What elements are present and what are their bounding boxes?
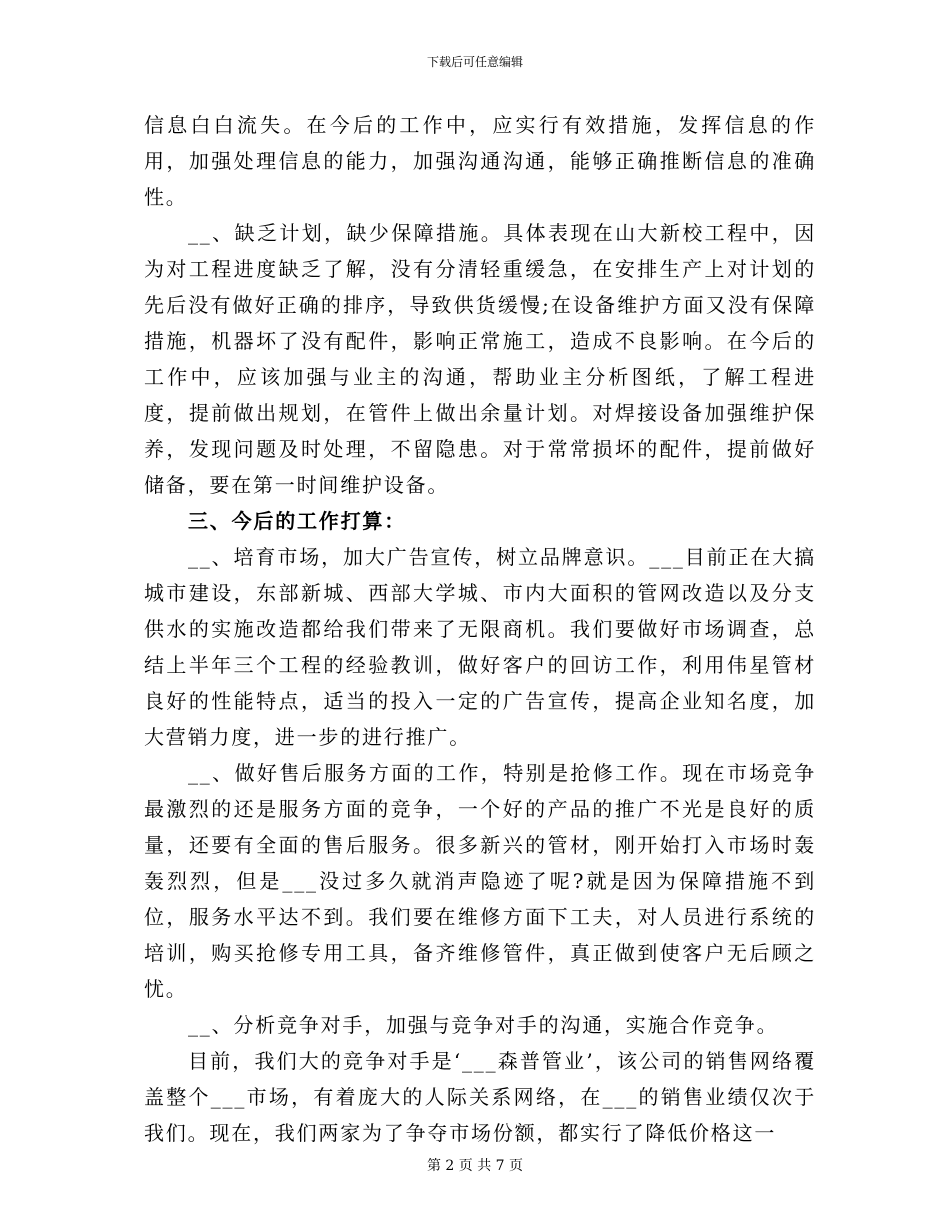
page-footer: 第 2 页 共 7 页 <box>426 1158 524 1174</box>
paragraph-1: 信息白白流失。在今后的工作中，应实行有效措施，发挥信息的作用，加强处理信息的能力，加强沟通沟通，能够正确推断信息的准确性。 <box>144 113 816 209</box>
paragraph-6: 目前，我们大的竞争对手是‘___森普管业’，该公司的销售网络覆盖整个___市场，有着庞大的人际关系网络，在___的销售业绩仅次于我们。现在，我们两家为了争夺市场份额，都实行了降低价格这一 <box>144 1049 816 1145</box>
paragraph-3: __、培育市场，加大广告宣传，树立品牌意识。___目前正在大搞城市建设，东部新城、西部大学城、市内大面积的管网改造以及分支供水的实施改造都给我们带来了无限商机。我们要做好市场调查，总结上半年三个工程的经验教训，做好客户的回访工作，利用伟星管材良好的性能特点，适当的投入一定的广告宣传，提高企业知名度，加大营销力度，进一步的进行推广。 <box>144 545 816 749</box>
paragraph-4: __、做好售后服务方面的工作，特别是抢修工作。现在市场竞争最激烈的还是服务方面的竞争，一个好的产品的推广不光是良好的质量，还要有全面的售后服务。很多新兴的管材，刚开始打入市场时轰轰烈烈，但是___没过多久就消声隐迹了呢?就是因为保障措施不到位，服务水平达不到。我们要在维修方面下工夫，对人员进行系统的培训，购买抢修专用工具，备齐维修管件，真正做到使客户无后顾之忧。 <box>144 761 816 1001</box>
page-header: 下载后可任意编辑 <box>426 55 523 69</box>
paragraph-2: __、缺乏计划，缺少保障措施。具体表现在山大新校工程中，因为对工程进度缺乏了解，没有分清轻重缓急，在安排生产上对计划的先后没有做好正确的排序，导致供货缓慢;在设备维护方面又没有保障措施，机器坏了没有配件，影响正常施工，造成不良影响。在今后的工作中，应该加强与业主的沟通，帮助业主分析图纸，了解工程进度，提前做出规划，在管件上做出余量计划。对焊接设备加强维护保养，发现问题及时处理，不留隐患。对于常常损坏的配件，提前做好储备，要在第一时间维护设备。 <box>144 221 816 497</box>
document-body <box>144 107 816 1151</box>
paragraph-5: __、分析竞争对手，加强与竞争对手的沟通，实施合作竞争。 <box>188 1013 779 1037</box>
section-heading: 三、今后的工作打算： <box>188 509 406 533</box>
